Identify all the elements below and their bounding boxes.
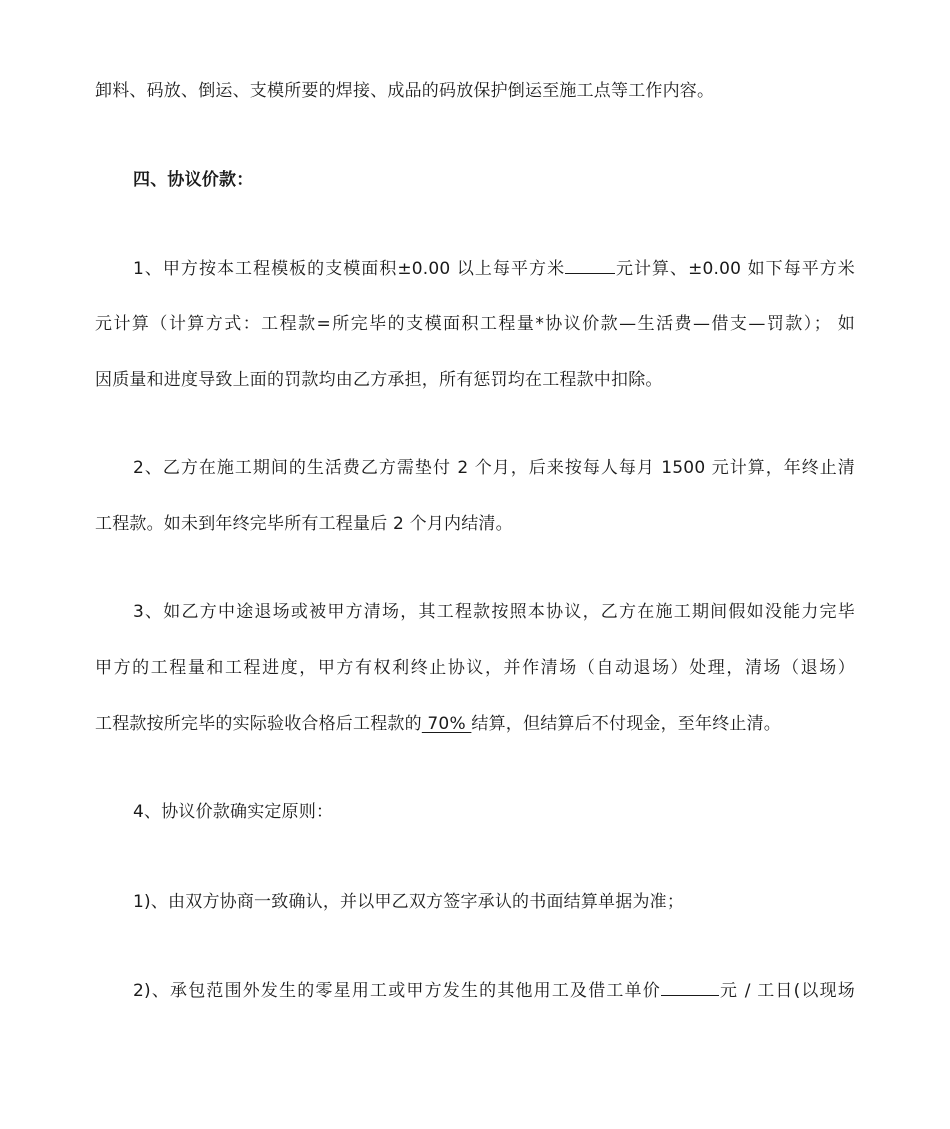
item3-line3-before: 工程款按所完毕的实际验收合格后工程款的 xyxy=(95,714,422,734)
item3-line3-after: 结算，但结算后不付现金，至年终止清。 xyxy=(471,714,782,734)
labor-price-blank xyxy=(661,995,719,996)
item4-title: 4、协议价款确实定原则： xyxy=(133,802,334,822)
item1-line3: 因质量和进度导致上面的罚款均由乙方承担，所有惩罚均在工程款中扣除。 xyxy=(95,370,663,390)
section-heading: 四、协议价款： xyxy=(133,170,254,190)
item2-line1: 2、乙方在施工期间的生活费乙方需垫付 2 个月，后来按每人每月 1500 元计算，年终止清 xyxy=(133,458,855,478)
item3-line3 xyxy=(95,713,855,735)
item1-line1 xyxy=(133,258,855,280)
item3-line1: 3、如乙方中途退场或被甲方清场，其工程款按照本协议，乙方在施工期间假如没能力完毕 xyxy=(133,602,855,622)
item1-line1-after: 元计算、±0.00 如下每平方米 xyxy=(615,259,856,279)
item4-sub1: 1)、由双方协商一致确认，并以甲乙双方签字承认的书面结算单据为准； xyxy=(133,892,685,912)
item2-line2: 工程款。如未到年终完毕所有工程量后 2 个月内结清。 xyxy=(95,514,513,534)
item4-sub2-after: 元 / 工日(以现场 xyxy=(718,981,856,1001)
item1-line2: 元计算（计算方式：工程款=所完毕的支模面积工程量*协议价款—生活费—借支—罚款）； 如 xyxy=(95,314,855,334)
item3-line2: 甲方的工程量和工程进度，甲方有权利终止协议，并作清场（自动退场）处理，清场（退场） xyxy=(95,658,855,678)
item4-sub2-before: 2)、承包范围外发生的零星用工或甲方发生的其他用工及借工单价 xyxy=(133,981,661,1001)
settlement-percent: 70% xyxy=(421,714,472,734)
item1-line1-before: 1、甲方按本工程模板的支模面积±0.00 以上每平方米 xyxy=(133,259,566,279)
item4-sub2 xyxy=(133,980,855,1002)
intro-line: 卸料、码放、倒运、支模所要的焊接、成品的码放保护倒运至施工点等工作内容。 xyxy=(95,81,715,101)
price-blank-above-zero xyxy=(565,273,615,274)
